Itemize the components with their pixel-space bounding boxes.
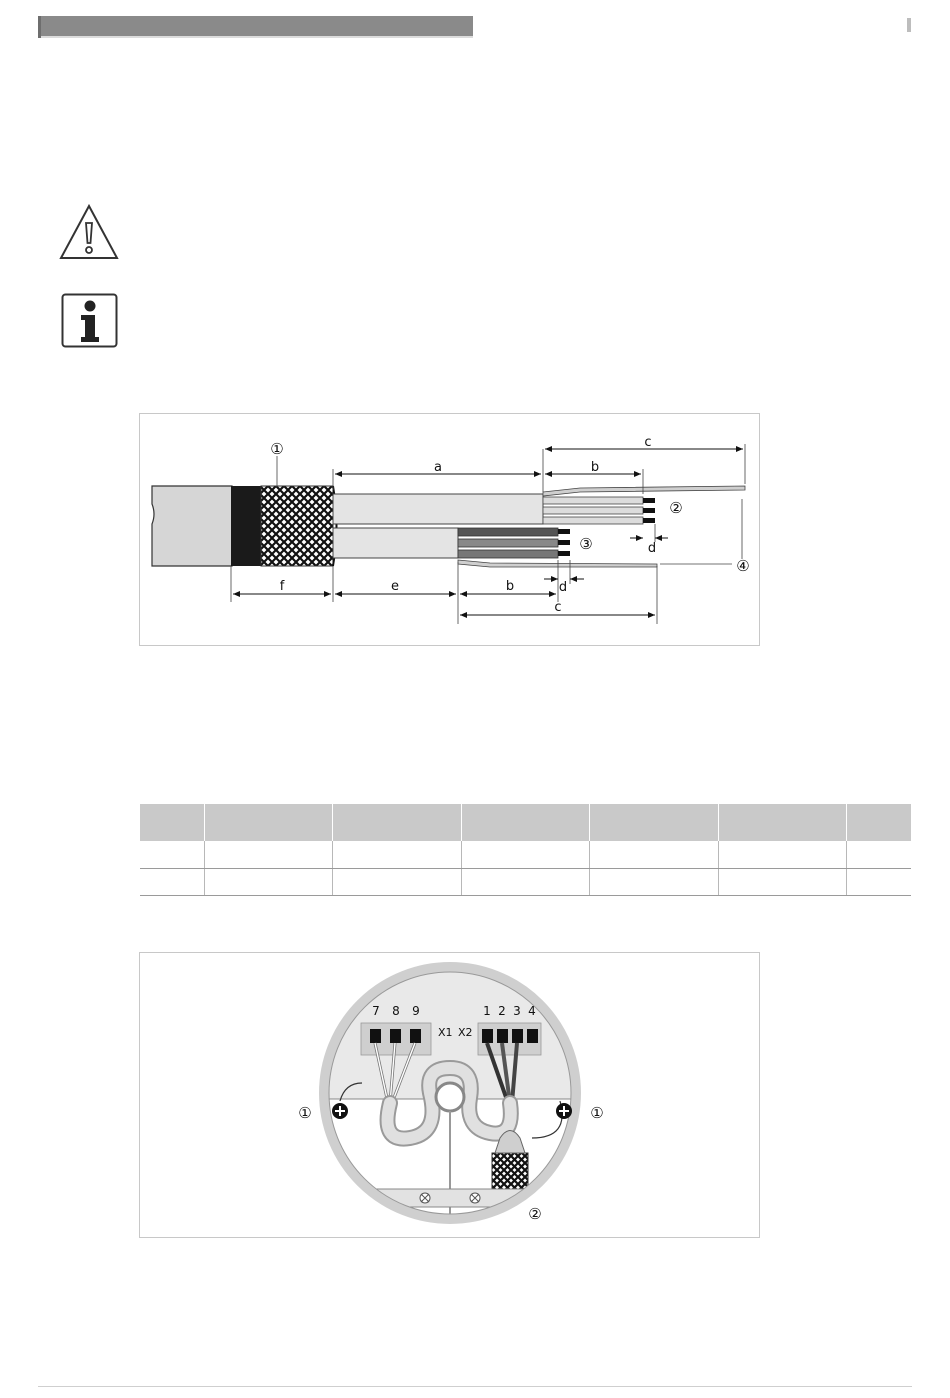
pin-label-3: 3 [513, 1004, 521, 1018]
header-tick [907, 18, 911, 32]
pin-label-9: 9 [412, 1004, 420, 1018]
pin-label-1: 1 [483, 1004, 491, 1018]
pin-label-2: 2 [498, 1004, 506, 1018]
table-header-cell [140, 804, 204, 841]
table-header-cell [847, 804, 911, 841]
pin-label-4: 4 [528, 1004, 536, 1018]
callout-1: ① [270, 440, 284, 458]
warning-triangle-icon [58, 203, 120, 261]
pin-label-8: 8 [392, 1004, 400, 1018]
callout-2: ② [669, 499, 683, 517]
table-header-cell [590, 804, 719, 841]
terminal-label-x1: X1 [438, 1026, 453, 1039]
footer-divider [38, 1386, 912, 1387]
table-row [140, 868, 911, 895]
header-bar-edge [38, 16, 41, 38]
terminal-connection-figure [139, 952, 760, 1238]
callout-3: ③ [579, 535, 593, 553]
table-row [140, 841, 911, 868]
dim-label-e: e [391, 579, 399, 594]
dim-label-f: f [279, 579, 285, 594]
table-header-cell [461, 804, 590, 841]
callout-shield: ② [528, 1205, 542, 1223]
dim-label-a: a [434, 460, 442, 475]
dim-label-d-top: d [647, 541, 657, 556]
table-header-row [140, 804, 911, 841]
table-header-cell [718, 804, 847, 841]
callout-ground-left: ① [298, 1104, 312, 1122]
dim-label-c-top: c [644, 435, 652, 450]
dim-label-b-top: b [590, 460, 600, 475]
cable-preparation-figure [139, 413, 760, 646]
callout-4: ④ [736, 557, 750, 575]
table-header-cell [333, 804, 462, 841]
info-icon [61, 293, 118, 348]
dim-label-c-bottom: c [554, 600, 562, 615]
cable-dimension-table [140, 804, 911, 896]
terminal-label-x2: X2 [458, 1026, 473, 1039]
callout-ground-right: ① [590, 1104, 604, 1122]
dim-label-b-bottom: b [505, 579, 515, 594]
pin-label-7: 7 [372, 1004, 380, 1018]
header-bar [38, 16, 473, 38]
table-header-cell [204, 804, 333, 841]
dim-label-d-bottom: d [558, 580, 568, 595]
